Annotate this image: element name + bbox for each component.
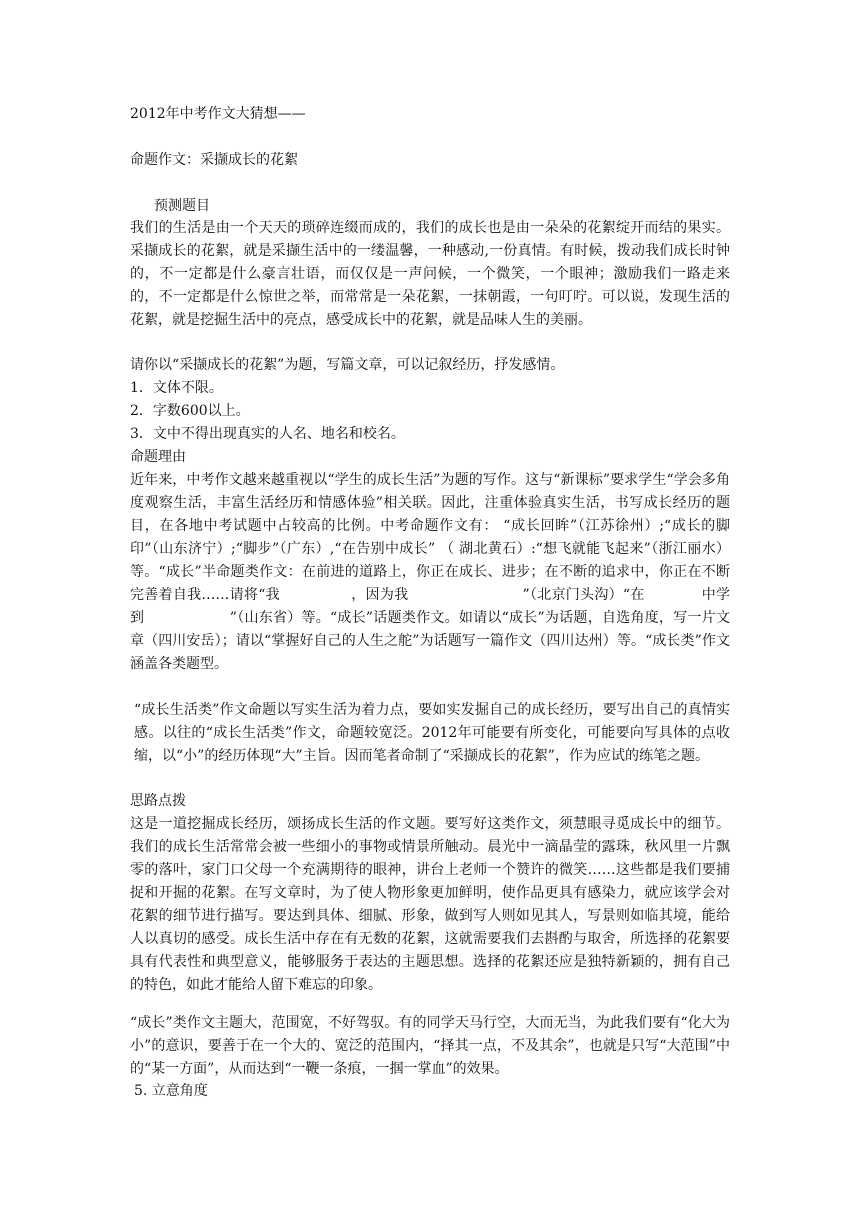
paragraph-reason-2: “成长生活类”作文命题以写实生活为着力点，要如实发掘自己的成长经历，要写出自己的真情实感。以往的“成长生活类”作文，命题较宽泛。2012年可能要有所变化，可能要向写具体的点收缩，以“小”的经历体现“大”主旨。因而笔者命制了“采撷成长的花絮”，作为应试的练笔之题。 xyxy=(134,702,730,764)
doc-title: 2012年中考作文大猜想—— xyxy=(130,106,306,122)
paragraph-reason: 近年来，中考作文越来越重视以“学生的成长生活”为题的写作。这与“新课标”要求学生“学会多角度观察生活，丰富生活经历和情感体验”相关联。因此，注重体验真实生活，书写成长经历的题目，在各地中考试题中占较高的比例。中考命题作文有： “成长回眸”（江苏徐州）;“成长的脚印”（山东济宁）;“脚步”（广东）,“在告别中成长” （ 湖北黄石）:“想飞就能飞起来”（浙江丽水）等。“成长”半命题类作文：在前进的道路上，你正在成长、进步；在不断的追求中，你正在不断完善着自我……请将“我 ，因为我 ”（北京门头沟）“在 中学到 ”（山东省）等。“成长”话题类作文。如请以“成长”为话题，自选角度，写一片文章（四川安岳）；请以“掌握好自己的人生之舵”为话题写一篇作文（四川达州）等。“成长类”作文涵盖各类题型。 xyxy=(130,472,730,672)
requirement-1: 1．文体不限。 xyxy=(130,380,223,396)
paragraph-tips: 这是一道挖掘成长经历，颂扬成长生活的作文题。要写好这类作文，须慧眼寻觅成长中的细节。我们的成长生活常常会被一些细小的事物或情景所触动。晨光中一滴晶莹的露珠，秋风里一片飘零的落叶，家门口父母一个充满期待的眼神，讲台上老师一个赞许的微笑……这些都是我们要捕捉和开掘的花絮。在写文章时，为了使人物形象更加鲜明，使作品更具有感染力，就应该学会对花絮的细节进行描写。要达到具体、细腻、形象，做到写人则如见其人，写景则如临其境，能给人以真切的感受。成长生活中存在有无数的花絮，这就需要我们去斟酌与取舍，所选择的花絮要具有代表性和典型意义，能够服务于表达的主题思想。选择的花絮还应是独特新颖的，拥有自己的特色，如此才能给人留下难忘的印象。 xyxy=(130,816,730,993)
section-angle-heading: 5. 立意角度 xyxy=(134,1083,208,1099)
section-tips-heading: 思路点拨 xyxy=(130,793,186,809)
section-predict-heading: 预测题目 xyxy=(154,198,210,214)
paragraph-instruction: 请你以“采撷成长的花絮”为题，写篇文章，可以记叙经历，抒发感情。 xyxy=(130,357,565,373)
paragraph-intro: 我们的生活是由一个天天的琐碎连缀而成的，我们的成长也是由一朵朵的花絮绽开而结的果实。采撷成长的花絮，就是采撷生活中的一缕温馨，一种感动,一份真情。有时候，拨动我们成长时钟的，不一定都是什么豪言壮语，而仅仅是一声问候，一个微笑，一个眼神；激励我们一路走来的，不一定都是什么惊世之举，而常常是一朵花絮，一抹朝霞，一句叮咛。可以说，发现生活的花絮，就是挖掘生活中的亮点，感受成长中的花絮，就是品味人生的美丽。 xyxy=(130,220,730,328)
paragraph-tips-2: “成长”类作文主题大，范围宽，不好驾驭。有的同学天马行空，大而无当，为此我们要有“化大为小”的意识，要善于在一个大的、宽泛的范围内，“择其一点，不及其余”，也就是只写“大范围”中的“某一方面”，从而达到“一鞭一条痕，一掴一掌血”的效果。 xyxy=(130,1015,730,1077)
requirement-2: 2．字数600以上。 xyxy=(130,403,250,419)
requirement-3: 3．文中不得出现真实的人名、地名和校名。 xyxy=(130,426,405,442)
doc-subtitle: 命题作文：采撷成长的花絮 xyxy=(130,152,298,168)
section-reason-heading: 命题理由 xyxy=(130,449,186,465)
